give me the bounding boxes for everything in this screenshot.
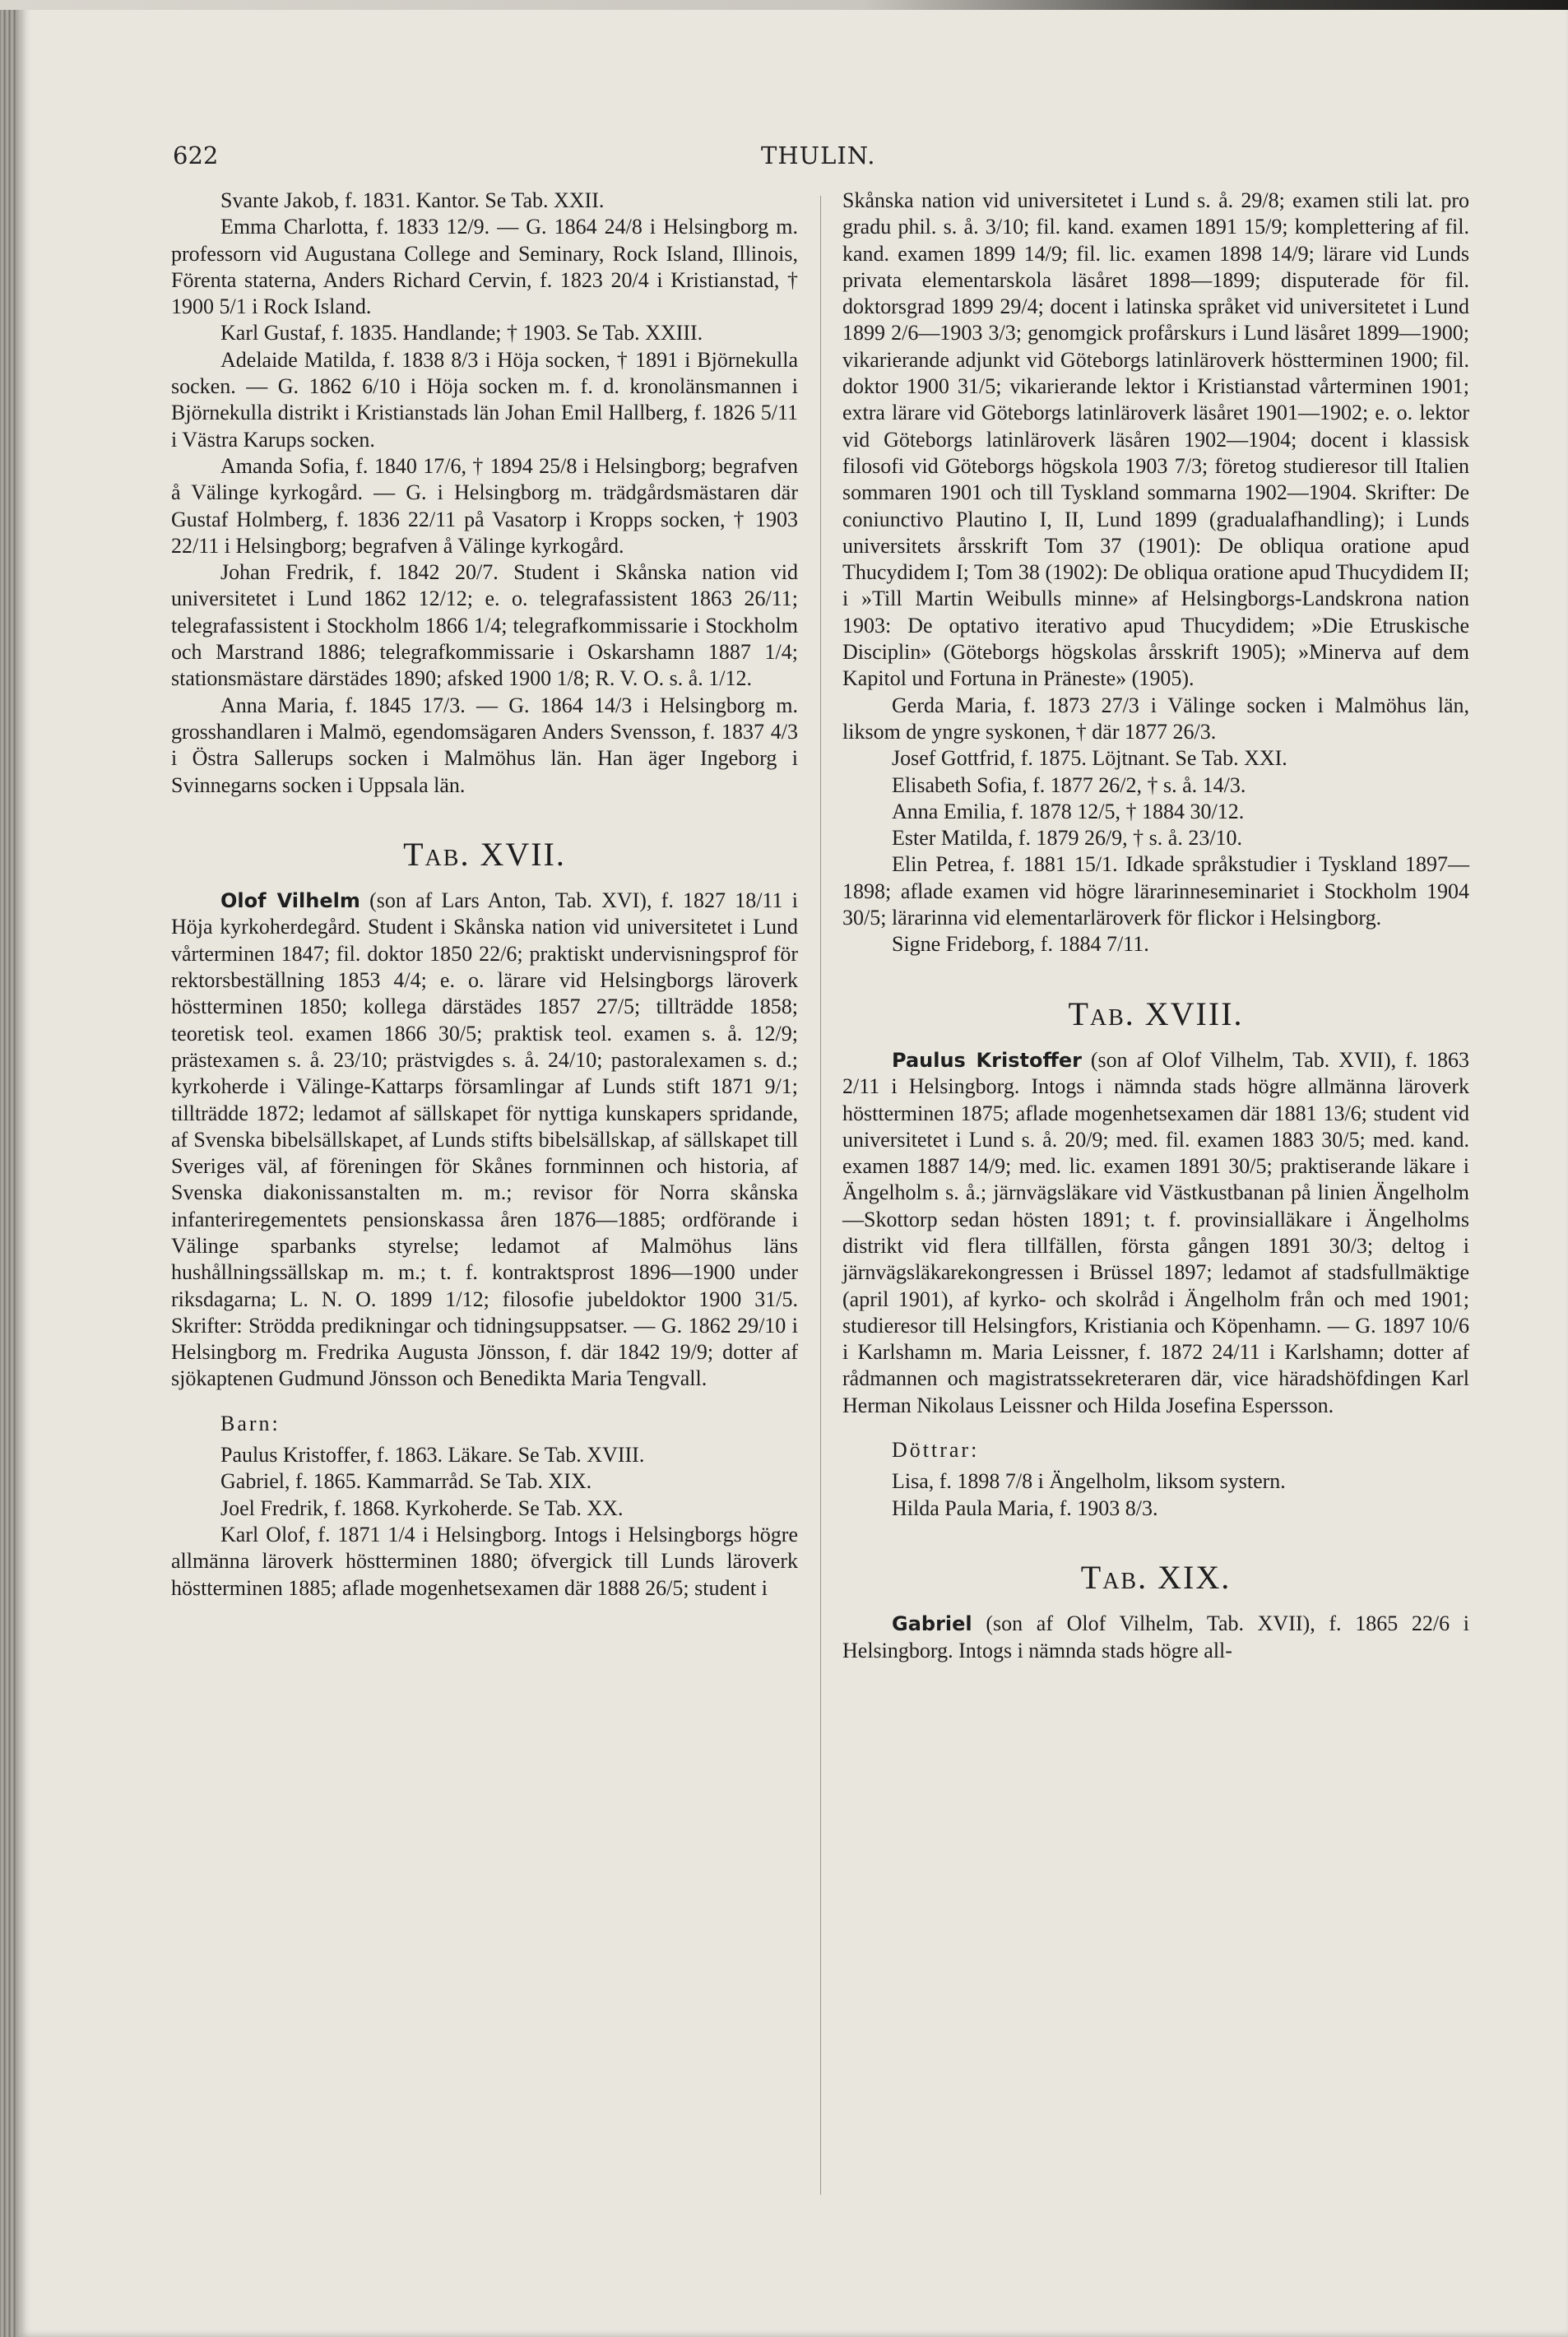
entry-svante: Svante Jakob, f. 1831. Kantor. Se Tab. XXII. bbox=[220, 188, 605, 212]
section-title-tab-xix: Tab. XIX. bbox=[1080, 1558, 1232, 1596]
entry-ester: Ester Matilda, f. 1879 26/9, † s. å. 23/10. bbox=[892, 826, 1243, 851]
entry-amanda: Amanda Sofia, f. 1840 17/6, † 1894 25/8 i Helsingborg; begrafven å Välinge kyrkogård. — G. i Helsingborg m. trädgårdsmästaren där Gustaf Holmberg, f. 1836 22/11 på Vasatorp i Kropps socken, † 1903 22/11 i Helsingborg; begrafven å Välinge kyrkogård. bbox=[171, 453, 798, 558]
child-paulus: Paulus Kristoffer, f. 1863. Läkare. Se Tab. XVIII. bbox=[220, 1443, 645, 1468]
book-spine-edge bbox=[0, 0, 18, 2337]
running-head: THULIN. bbox=[761, 141, 876, 169]
right-column bbox=[842, 188, 1469, 1664]
entry-elisabeth: Elisabeth Sofia, f. 1877 26/2, † s. å. 14/3. bbox=[892, 772, 1246, 797]
section-title-tab-xviii: Tab. XVIII. bbox=[1068, 995, 1244, 1032]
entry-paulus-kristoffer bbox=[842, 1047, 1469, 1419]
scan-top-edge bbox=[0, 0, 1568, 10]
person-name-olof-vilhelm: Olof Vilhelm bbox=[220, 889, 360, 913]
column-divider bbox=[820, 196, 821, 2195]
page-number: 622 bbox=[173, 141, 219, 169]
entry-paulus-text: (son af Olof Vilhelm, Tab. XVII), f. 1863 2/11 i Helsingborg. Intogs i nämnda stads högre allmänna läroverk höstterminen 1875; aflade mogenhetsexamen där 1881 13/6; student vid universitetet i Lund s. å. 20/9; med. fil. examen 1883 30/5; med. kand. examen 1887 14/9; med. lic. examen 1891 30/5; praktiserande läkare i Ängelholm s. å.; järnvägsläkare vid Västkustbanan på linien Ängelholm—Skottorp sedan hösten 1891; t. f. provinsialläkare i Ängelholms distrikt vid flera tillfällen, första gången 1891 30/3; deltog i järnvägsläkarekongressen i Brüssel 1897; ledamot af stadsfullmäktige (april 1901), af kyrko- och skolråd i Ängelholm från och med 1901; studieresor till Helsingfors, Kristiania och Köpenhamn. — G. 1897 10/6 i Karlshamn m. Maria Leissner, f. 1872 24/11 i Karlshamn; dotter af rådmannen och magistratssekreteraren där, vice häradshöfdingen Karl Herman Nikolaus Leissner och Hilda Josefina Espersson. bbox=[842, 1047, 1469, 1417]
daughter-hilda: Hilda Paula Maria, f. 1903 8/3. bbox=[892, 1495, 1158, 1520]
child-karl-olof: Karl Olof, f. 1871 1/4 i Helsingborg. Intogs i Helsingborgs högre allmänna läroverk höstterminen 1880; öfvergick till Lunds läroverk höstterminen 1885; aflade mogenhetsexamen där 1888 26/5; student i bbox=[171, 1522, 798, 1600]
entry-emma: Emma Charlotta, f. 1833 12/9. — G. 1864 24/8 i Helsingborg m. professorn vid Augustana College and Seminary, Rock Island, Illinois, Förenta staterna, Anders Richard Cervin, f. 1823 20/4 i Kristianstad, † 1900 5/1 i Rock Island. bbox=[171, 215, 798, 319]
daughters-heading: Döttrar: bbox=[892, 1438, 980, 1463]
entry-gabriel bbox=[842, 1611, 1469, 1664]
entry-karl-gustaf: Karl Gustaf, f. 1835. Handlande; † 1903. Se Tab. XXIII. bbox=[220, 321, 703, 345]
entry-gerda: Gerda Maria, f. 1873 27/3 i Välinge socken i Malmöhus län, liksom de yngre syskonen, † där 1877 26/3. bbox=[842, 693, 1469, 744]
child-gabriel: Gabriel, f. 1865. Kammarråd. Se Tab. XIX. bbox=[220, 1469, 592, 1494]
entry-karl-olof-cont: Skånska nation vid universitetet i Lund s. å. 29/8; examen stili lat. pro gradu phil. s. å. 3/10; fil. kand. examen 1891 15/9; komplettering af fil. kand. examen 1899 14/9; fil. lic. examen 1898 14/9; lärare vid Lunds privata elementarskola läsåret 1898—1899; disputerade för fil. doktorsgrad 1899 29/4; docent i latinska språket vid universitetet i Lund 1899 2/6—1903 3/3; genomgick profårskurs i Lund läsåret 1899—1900; vikarierande adjunkt vid Göteborgs latinläroverk höstterminen 1900; fil. doktor 1900 31/5; vikarierande lektor i Kristianstad vårterminen 1901; extra lärare vid Göteborgs latinläroverk läsåret 1901—1902; e. o. lektor vid Göteborgs latinläroverk läsåren 1902—1904; docent i klassisk filosofi vid Göteborgs högskola 1903 7/3; företog studieresor till Italien sommaren 1901 och till Tyskland sommarna 1902—1904. Skrifter: De coniunctivo Plautino I, II, Lund 1899 (gradualafhandling); i Lunds universitets årsskrift Tom 37 (1901): De obliqua oratione apud Thucydidem I; Tom 38 (1902): De obliqua oratione apud Thucydidem II; i »Till Martin Weibulls minne» af Helsingborgs-Landskrona nation 1903: De optativo iterativo apud Thucydidem; »Die Etruskische Disciplin» (Göteborgs högskolas årsskrift 1905); »Minerva auf dem Kapitol und Fortuna in Präneste» (1905). bbox=[842, 188, 1469, 691]
entry-olof-vilhelm-text: (son af Lars Anton, Tab. XVI), f. 1827 18/11 i Höja kyrkoherdegård. Student i Skånska nation vid universitetet i Lund vårterminen 1847; fil. doktor 1850 22/6; praktiskt undervisningsprof för rektorsbeställning 1853 4/4; e. o. lärare vid Helsingborgs läroverk höstterminen 1850; kollega därstädes 1857 27/5; tillträdde 1858; teoretisk teol. examen 1866 30/5; praktisk teol. examen s. å. 12/9; prästexamen s. å. 23/10; prästvigdes s. å. 24/10; pastoralexamen s. d.; kyrkoherde i Välinge-Kattarps församlingar af Lunds stift 1871 9/1; tillträdde 1872; ledamot af sällskapet för nyttiga kunskapers spridande, af Svenska bibelsällskapet, af Lunds stifts bibelsällskap, af sällskapet till Sveriges väl, af föreningen för Skånes fornminnen och historia, af Svenska diakonissanstalten m. m.; revisor för Norra skånska infanteriregementets pensionskassa åren 1876—1885; ordförande i Välinge sparbanks styrelse; ledamot af Malmöhus läns hushållningssällskap m. m.; t. f. kontraktsprost 1896—1900 under riksdagarna; L. N. O. 1899 1/12; filosofie jubeldoktor 1900 31/5. Skrifter: Strödda predikningar och tidningsuppsatser. — G. 1862 29/10 i Helsingborg m. Fredrika Augusta Jönsson, f. där 1842 19/9; dotter af sjökaptenen Gudmund Jönsson och Benedikta Maria Tengvall. bbox=[171, 888, 798, 1391]
entry-olof-vilhelm bbox=[171, 888, 798, 1393]
entry-gabriel-text: (son af Olof Vilhelm, Tab. XVII), f. 1865 22/6 i Helsingborg. Intogs i nämnda stads högre all- bbox=[842, 1611, 1469, 1662]
section-title-tab-xvii: Tab. XVII. bbox=[403, 835, 566, 873]
entry-signe: Signe Frideborg, f. 1884 7/11. bbox=[892, 932, 1149, 957]
entry-adelaide: Adelaide Matilda, f. 1838 8/3 i Höja socken, † 1891 i Björnekulla socken. — G. 1862 6/10 i Höja socken m. f. d. kronolänsmannen i Björnekulla distrikt i Kristianstads län Johan Emil Hallberg, f. 1826 5/11 i Västra Karups socken. bbox=[171, 347, 798, 452]
child-joel: Joel Fredrik, f. 1868. Kyrkoherde. Se Tab. XX. bbox=[220, 1495, 624, 1520]
entry-anna-emilia: Anna Emilia, f. 1878 12/5, † 1884 30/12. bbox=[892, 799, 1245, 823]
entry-anna-maria: Anna Maria, f. 1845 17/3. — G. 1864 14/3 i Helsingborg m. grosshandlaren i Malmö, egendomsägaren Anders Svensson, f. 1837 4/3 i Östra Sallerups socken i Malmöhus län. Han äger Ingeborg i Svinnegarns socken i Uppsala län. bbox=[171, 693, 798, 797]
entry-johan-fredrik: Johan Fredrik, f. 1842 20/7. Student i Skånska nation vid universitetet i Lund 1862 12/12; e. o. telegrafassistent 1863 26/11; telegrafassistent i Stockholm 1866 1/4; telegrafkommissarie i Stockholm och Marstrand 1886; telegrafkommissarie i Oskarshamn 1887 1/4; stationsmästare därstädes 1890; afsked 1900 1/8; R. V. O. s. å. 1/12. bbox=[171, 560, 798, 691]
left-column bbox=[171, 188, 798, 1602]
daughter-lisa: Lisa, f. 1898 7/8 i Ängelholm, liksom systern. bbox=[892, 1469, 1286, 1494]
person-name-gabriel: Gabriel bbox=[892, 1612, 972, 1636]
entry-elin: Elin Petrea, f. 1881 15/1. Idkade språkstudier i Tyskland 1897—1898; aflade examen vid högre lärarinneseminariet i Stockholm 1904 30/5; lärarinna vid elementarläroverk för flickor i Helsingborg. bbox=[842, 852, 1469, 930]
children-heading: Barn: bbox=[220, 1411, 281, 1435]
person-name-paulus: Paulus Kristoffer bbox=[892, 1048, 1082, 1072]
entry-josef: Josef Gottfrid, f. 1875. Löjtnant. Se Tab. XXI. bbox=[892, 746, 1287, 771]
